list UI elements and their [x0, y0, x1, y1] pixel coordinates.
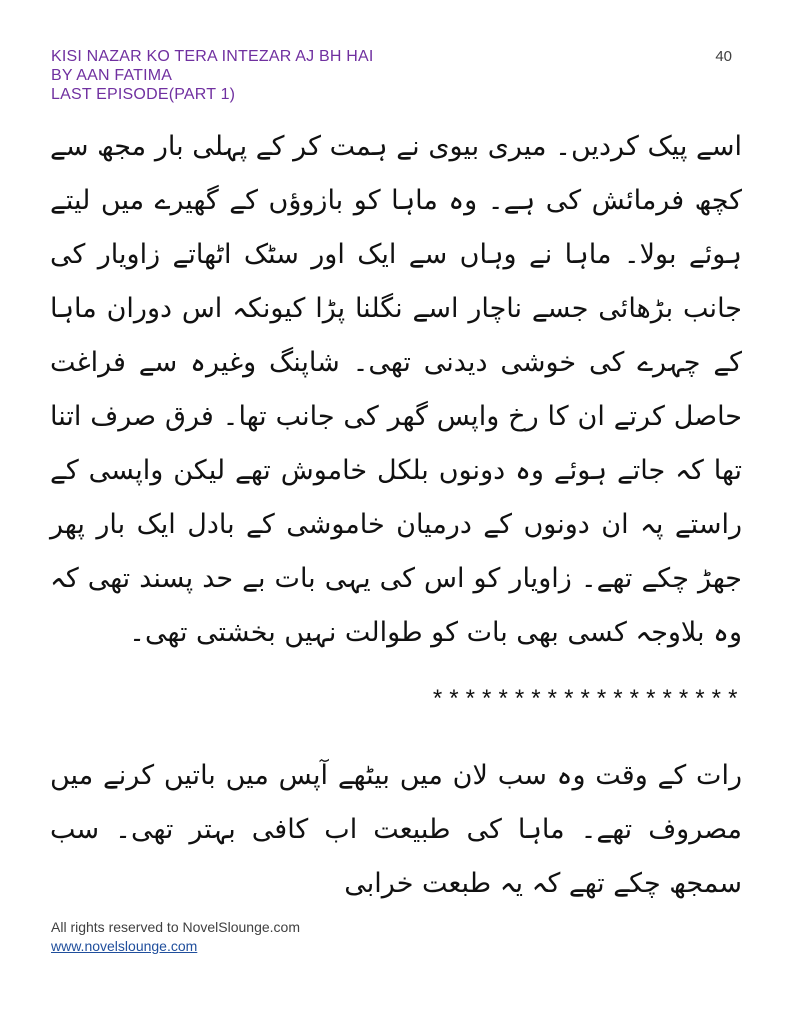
page-content — [50, 120, 742, 911]
website-link[interactable]: www.novelslounge.com — [51, 938, 198, 954]
episode-line: LAST EPISODE(PART 1) — [51, 86, 236, 103]
page-number: 40 — [715, 48, 732, 65]
author-line: BY AAN FATIMA — [51, 67, 173, 84]
document-header — [51, 47, 374, 104]
story-paragraph-2: رات کے وقت وہ سب لان میں بیٹھے آپس میں باتیں کرنے میں مصروف تھے۔ ماہا کی طبیعت اب کافی بہتر تھی۔ سب سمجھ چکے تھے کہ یہ طبعت خرابی — [50, 760, 742, 899]
rights-notice: All rights reserved to NovelSlounge.com — [51, 919, 301, 935]
section-separator: ******************* — [430, 688, 742, 715]
novel-title: KISI NAZAR KO TERA INTEZAR AJ BH HAI — [51, 48, 374, 65]
story-paragraph-1: اسے پیک کردیں۔ میری بیوی نے ہمت کر کے پہلی بار مجھ سے کچھ فرمائش کی ہے۔ وہ ماہا کو بازوؤں کے گھیرے میں لیتے ہوئے بولا۔ ماہا نے وہاں سے ایک اور سٹک اٹھاتے زاویار کی جانب بڑھائی جسے ناچار اسے نگلنا پڑا کیونکہ اس دوران ماہا کے چہرے کی خوشی دیدنی تھی۔ شاپنگ وغیرہ سے فراغت حاصل کرتے ان کا رخ واپس گھر کی جانب تھا۔ فرق صرف اتنا تھا کہ جاتے ہوئے وہ دونوں بلکل خاموش تھے لیکن واپسی کے راستے پہ ان دونوں کے درمیان خاموشی کے بادل ایک بار پھر جھڑ چکے تھے۔ زاویار کو اس کی یہی بات بے حد پسند تھی کہ وہ بلاوجہ کسی بھی بات کو طوالت نہیں بخشتی تھی۔ — [50, 131, 742, 648]
document-footer — [51, 918, 300, 956]
